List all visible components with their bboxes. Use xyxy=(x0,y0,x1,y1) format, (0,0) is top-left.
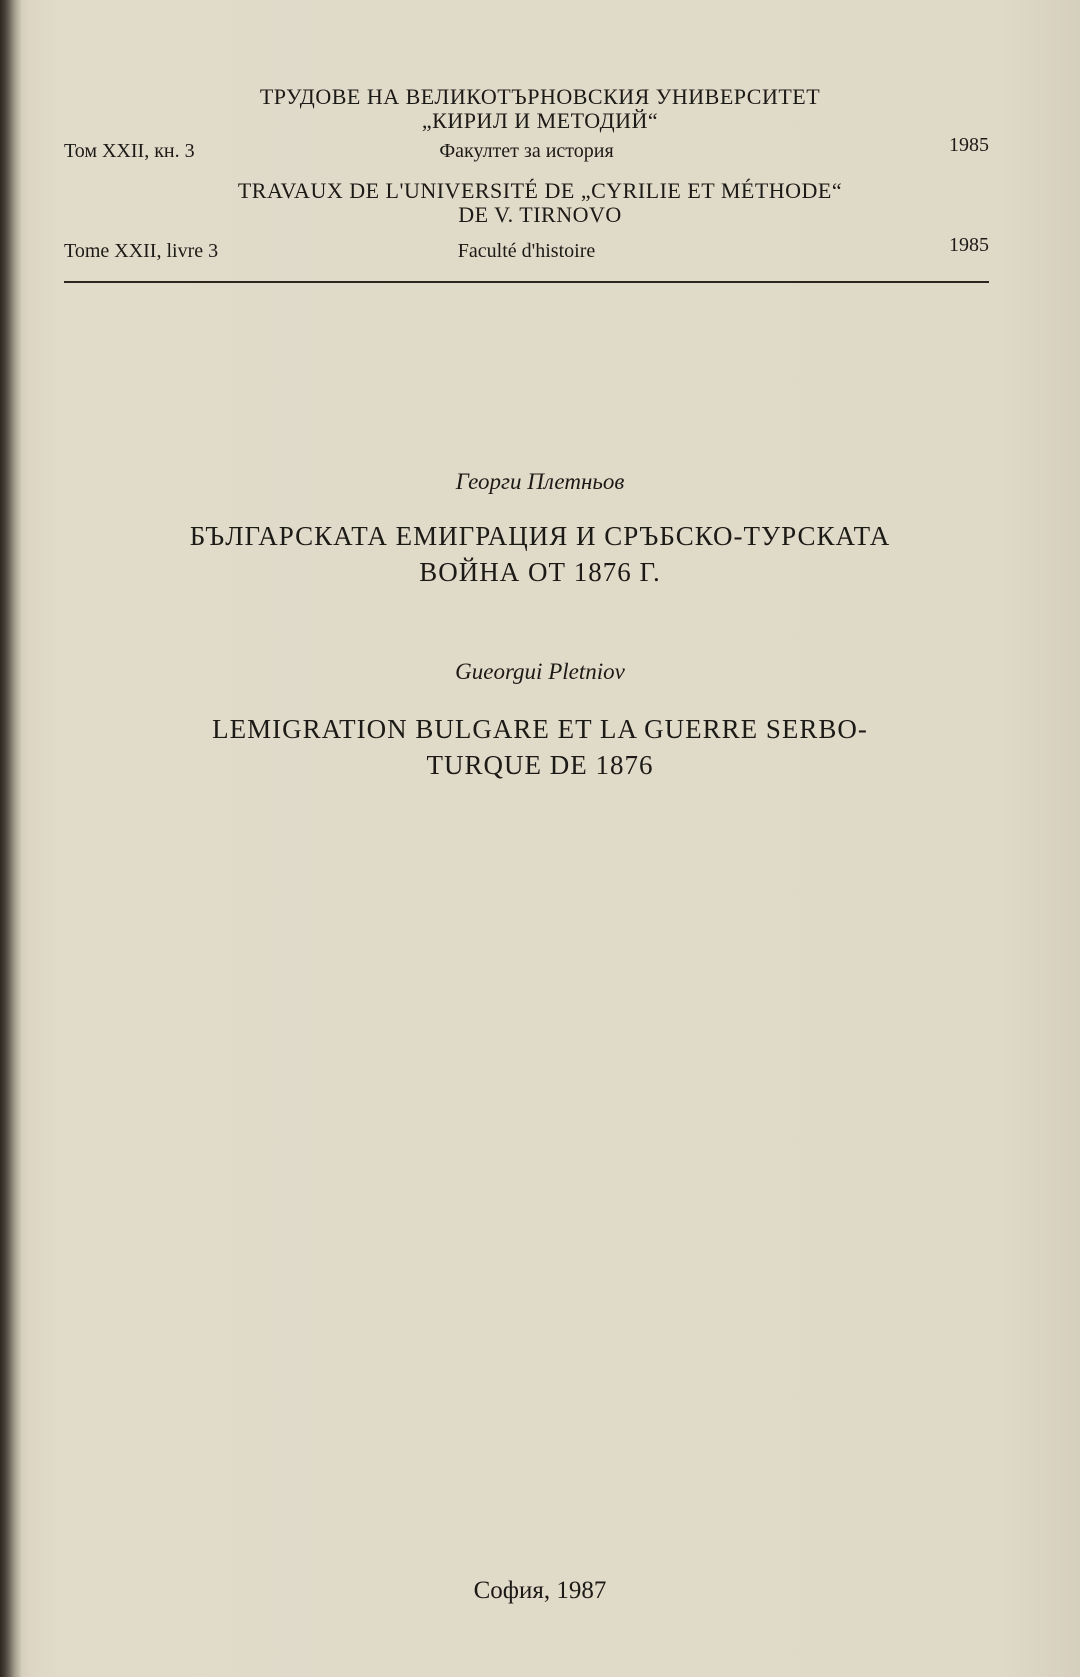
imprint-place-year: София, 1987 xyxy=(473,1577,607,1604)
author-bg: Георги Плетньов xyxy=(455,469,625,494)
title-bg-line1: БЪЛГАРСКАТА ЕМИГРАЦИЯ И СРЪБСКО-ТУРСКАТА xyxy=(189,521,891,551)
header-divider xyxy=(64,281,989,283)
header-bg-year: 1985 xyxy=(949,134,989,156)
header-bg-volume: Том XXII, кн. 3 xyxy=(64,140,195,162)
header-fr-line1: TRAVAUX DE L'UNIVERSITÉ DE „CYRILIE ET MÉTHODE“ xyxy=(237,178,843,203)
title-fr-line2: TURQUE DE 1876 xyxy=(426,750,654,780)
header-bg-line1: ТРУДОВЕ НА ВЕЛИКОТЪРНОВСКИЯ УНИВЕРСИТЕТ xyxy=(259,84,821,109)
header-fr-volume: Tome XXII, livre 3 xyxy=(64,240,219,262)
header-fr-year: 1985 xyxy=(949,234,989,256)
header-fr-line2: DE V. TIRNOVO xyxy=(458,202,622,227)
book-spine-shadow xyxy=(0,0,22,1677)
header-fr-faculty: Faculté d'histoire xyxy=(457,240,596,262)
author-fr: Gueorgui Pletniov xyxy=(455,659,625,684)
title-bg-line2: ВОЙНА ОТ 1876 Г. xyxy=(419,557,661,587)
header-bg-faculty: Факултет за история xyxy=(439,140,614,162)
header-bg-line2: „КИРИЛ И МЕТОДИЙ“ xyxy=(421,108,659,133)
title-fr-line1: LEMIGRATION BULGARE ET LA GUERRE SERBO- xyxy=(212,714,868,744)
